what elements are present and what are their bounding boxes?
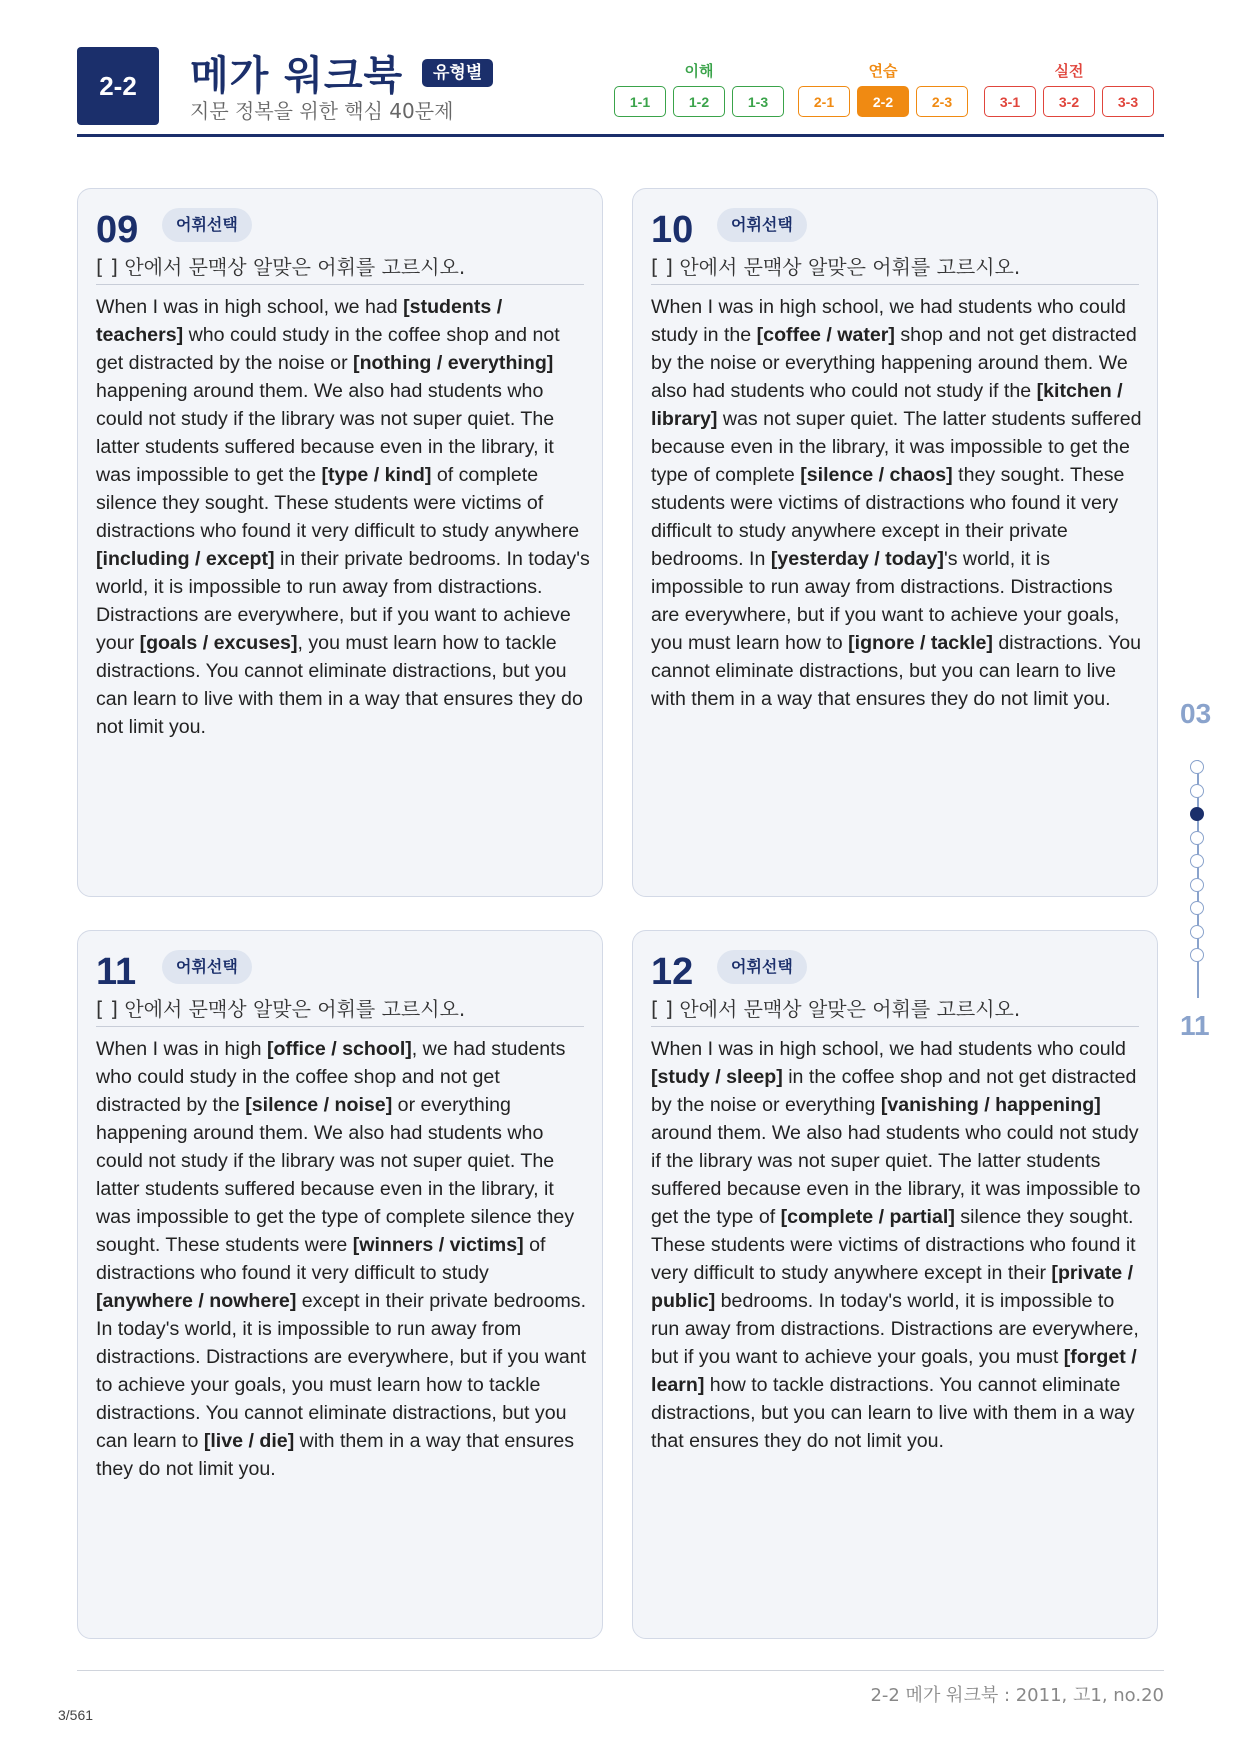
question-instruction: [ ] 안에서 문맥상 알맞은 어휘를 고르시오. xyxy=(96,255,466,279)
side-index-bottom: 11 xyxy=(1180,1010,1210,1041)
side-index-dot xyxy=(1190,831,1204,845)
vocab-choice[interactable]: [kitchen / library] xyxy=(651,380,1123,430)
side-index-dot xyxy=(1190,878,1204,892)
side-index-dot xyxy=(1190,854,1204,868)
side-index-dot xyxy=(1190,784,1204,798)
nav-group-label: 연습 xyxy=(868,62,898,80)
side-index-dot xyxy=(1190,948,1204,962)
vocab-choice[interactable]: [forget / learn] xyxy=(651,1346,1137,1396)
card-divider xyxy=(96,284,584,285)
question-instruction: [ ] 안에서 문맥상 알맞은 어휘를 고르시오. xyxy=(651,255,1021,279)
nav-button-3-2[interactable]: 3-2 xyxy=(1043,86,1095,117)
side-index-dot xyxy=(1190,901,1204,915)
nav-button-2-3[interactable]: 2-3 xyxy=(916,86,968,117)
nav-button-1-3[interactable]: 1-3 xyxy=(732,86,784,117)
question-number: 10 xyxy=(651,209,694,251)
question-type-tag: 어휘선택 xyxy=(162,208,252,242)
side-index-top: 03 xyxy=(1180,698,1212,729)
nav-button-2-2[interactable]: 2-2 xyxy=(857,86,909,117)
vocab-choice[interactable]: [goals / excuses] xyxy=(139,632,298,654)
nav-button-1-1[interactable]: 1-1 xyxy=(614,86,666,117)
passage-text: When I was in high school, we had students who could study in the [coffee / water] shop and not get distracted by the noise or everything happening around them. We also had students who could not study if the [kitchen / library] was not super quiet. The latter students suffered because even in the library, it was impossible to get the type of complete [silence / chaos] they sought. These students were victims of distractions who found it very difficult to study anywhere except in their private bedrooms. In [yesterday / today]'s world, it is impossible to run away from distractions. Distractions are everywhere, but if you want to achieve your goals, you must learn how to [ignore / tackle] distractions. You cannot eliminate distractions, but you can learn to live with them in a way that ensures they do not limit you. xyxy=(651,296,1142,710)
vocab-choice[interactable]: [ignore / tackle] xyxy=(848,632,993,654)
question-type-tag: 어휘선택 xyxy=(717,950,807,984)
nav-button-2-1[interactable]: 2-1 xyxy=(798,86,850,117)
question-type-tag: 어휘선택 xyxy=(162,950,252,984)
question-type-tag: 어휘선택 xyxy=(717,208,807,242)
vocab-choice[interactable]: [nothing / everything] xyxy=(353,352,554,374)
header-badge: 2-2 xyxy=(77,47,159,125)
card-divider xyxy=(651,284,1139,285)
side-index-dot xyxy=(1190,807,1204,821)
header-rule xyxy=(77,134,1164,137)
nav-group-label: 이해 xyxy=(684,62,714,80)
vocab-choice[interactable]: [anywhere / nowhere] xyxy=(96,1290,297,1312)
question-card xyxy=(632,188,1158,897)
card-divider xyxy=(651,1026,1139,1027)
vocab-choice[interactable]: [winners / victims] xyxy=(352,1234,524,1256)
question-instruction: [ ] 안에서 문맥상 알맞은 어휘를 고르시오. xyxy=(96,997,466,1021)
question-number: 11 xyxy=(96,951,137,993)
nav-group-label: 실전 xyxy=(1054,62,1084,80)
header-title: 메가 워크북 xyxy=(190,53,404,99)
vocab-choice[interactable]: [silence / chaos] xyxy=(800,464,953,486)
vocab-choice[interactable]: [yesterday / today] xyxy=(770,548,944,570)
question-card xyxy=(77,930,603,1639)
passage-text: When I was in high [office / school], we had students who could study in the coffee shop and not get distracted by the [silence / noise] or everything happening around them. We also had students who could not study if the library was not super quiet. The latter students suffered because even in the library, it was impossible to get the type of complete silence they sought. These students were [winners / victims] of distractions who found it very difficult to study [anywhere / nowhere] except in their private bedrooms. In today's world, it is impossible to run away from distractions. Distractions are everywhere, but if you want to achieve your goals, you must learn how to tackle distractions. You cannot eliminate distractions, but you can learn to [live / die] with them in a way that ensures they do not limit you. xyxy=(96,1038,587,1480)
card-divider xyxy=(96,1026,584,1027)
vocab-choice[interactable]: [vanishing / happening] xyxy=(880,1094,1101,1116)
side-index-dot xyxy=(1190,925,1204,939)
nav-button-3-3[interactable]: 3-3 xyxy=(1102,86,1154,117)
footer-source: 2-2 메가 워크북 : 2011, 고1, no.20 xyxy=(870,1685,1164,1706)
header-subtitle: 지문 정복을 위한 핵심 40문제 xyxy=(190,99,454,123)
vocab-choice[interactable]: [students / teachers] xyxy=(96,296,503,346)
vocab-choice[interactable]: [type / kind] xyxy=(321,464,432,486)
vocab-choice[interactable]: [including / except] xyxy=(96,548,275,570)
vocab-choice[interactable]: [private / public] xyxy=(651,1262,1134,1312)
footer-rule xyxy=(77,1670,1164,1671)
question-number: 09 xyxy=(96,209,139,251)
vocab-choice[interactable]: [complete / partial] xyxy=(780,1206,955,1228)
vocab-choice[interactable]: [coffee / water] xyxy=(756,324,895,346)
question-card xyxy=(77,188,603,897)
vocab-choice[interactable]: [silence / noise] xyxy=(245,1094,393,1116)
side-index-dot xyxy=(1190,760,1204,774)
question-number: 12 xyxy=(651,951,694,993)
question-card xyxy=(632,930,1158,1639)
nav-button-3-1[interactable]: 3-1 xyxy=(984,86,1036,117)
question-instruction: [ ] 안에서 문맥상 알맞은 어휘를 고르시오. xyxy=(651,997,1021,1021)
header-tag: 유형별 xyxy=(422,59,493,87)
nav-button-1-2[interactable]: 1-2 xyxy=(673,86,725,117)
passage-text: When I was in high school, we had [students / teachers] who could study in the coffee shop and not get distracted by the noise or [nothing / everything] happening around them. We also had students who could not study if the library was not super quiet. The latter students suffered because even in the library, it was impossible to get the [type / kind] of complete silence they sought. These students were victims of distractions who found it very difficult to study anywhere [including / except] in their private bedrooms. In today's world, it is impossible to run away from distractions. Distractions are everywhere, but if you want to achieve your [goals / excuses], you must learn how to tackle distractions. You cannot eliminate distractions, but you can learn to live with them in a way that ensures they do not limit you. xyxy=(96,296,590,738)
passage-text: When I was in high school, we had students who could [study / sleep] in the coffee shop and not get distracted by the noise or everything [vanishing / happening] around them. We also had students who could not study if the library was not super quiet. The latter students suffered because even in the library, it was impossible to get the type of [complete / partial] silence they sought. These students were victims of distractions who found it very difficult to study anywhere except in their [private / public] bedrooms. In today's world, it is impossible to run away from distractions. Distractions are everywhere, but if you want to achieve your goals, you must [forget / learn] how to tackle distractions. You cannot eliminate distractions, but you can learn to live with them in a way that ensures they do not limit you. xyxy=(651,1038,1141,1452)
vocab-choice[interactable]: [live / die] xyxy=(203,1430,295,1452)
page-number: 3/561 xyxy=(58,1707,94,1723)
vocab-choice[interactable]: [office / school] xyxy=(267,1038,412,1060)
vocab-choice[interactable]: [study / sleep] xyxy=(651,1066,783,1088)
